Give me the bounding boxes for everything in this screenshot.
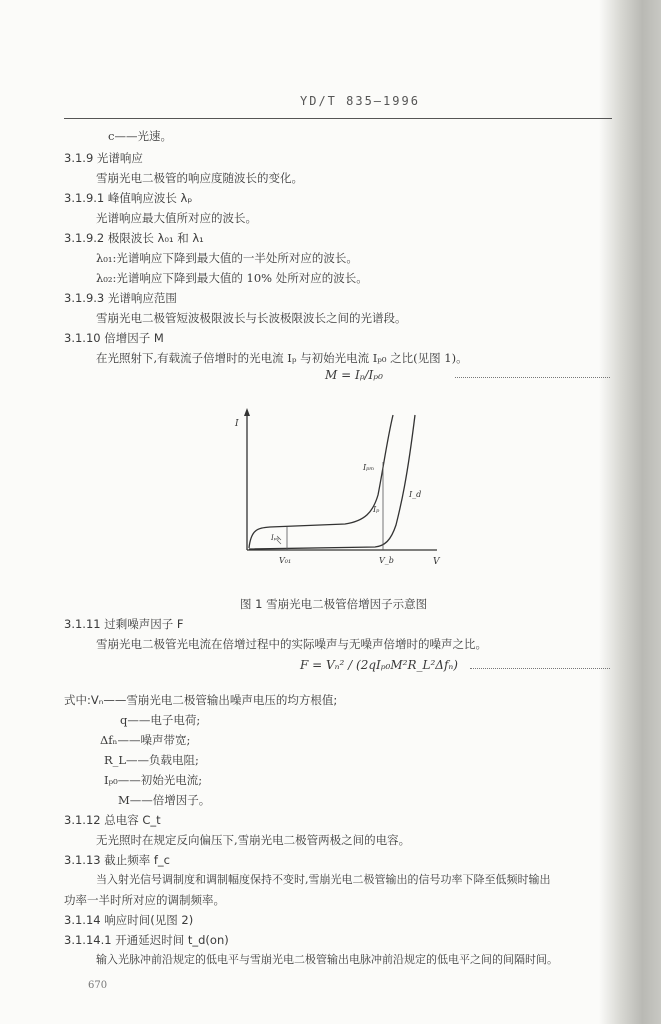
standard-header: YD/T 835—1996 [300, 94, 420, 108]
label-ipm: Iₚₘ [363, 463, 375, 472]
label-ip: Iₚ [373, 505, 380, 514]
dot-leader [455, 377, 610, 378]
label-id: I_d [409, 490, 422, 499]
text-line: q——电子电荷; [120, 713, 201, 727]
text-line: M——倍增因子。 [118, 793, 211, 807]
tick-vb: V_b [379, 556, 394, 565]
section-heading: 3.1.13 截止频率 f_c [64, 853, 171, 867]
section-heading: 3.1.11 过剩噪声因子 F [64, 617, 184, 631]
text-line: 光谱响应最大值所对应的波长。 [96, 211, 257, 225]
page-edge-shadow [599, 0, 661, 1024]
figure-multiplication-factor [225, 400, 445, 575]
text-line: 无光照时在规定反向偏压下,雪崩光电二极管两极之间的电容。 [96, 833, 411, 847]
formula-multiplication-factor: M = Iₚ/Iₚ₀ [325, 368, 383, 382]
section-heading: 3.1.14 响应时间(见图 2) [64, 913, 194, 927]
text-line: 式中:Vₙ——雪崩光电二极管输出噪声电压的均方根值; [64, 693, 338, 707]
text-line: 功率一半时所对应的调制频率。 [64, 893, 225, 907]
text-line: Iₚ₀——初始光电流; [104, 773, 203, 787]
x-axis-label: V [433, 557, 440, 567]
tick-v0: V₀₁ [279, 556, 292, 565]
y-axis-label: I [235, 419, 239, 429]
section-heading: 3.1.9.1 峰值响应波长 λₚ [64, 191, 193, 205]
figure-caption: 图 1 雪崩光电二极管倍增因子示意图 [240, 597, 428, 611]
section-heading: 3.1.10 倍增因子 M [64, 331, 164, 345]
text-line: 当入射光信号调制度和调制幅度保持不变时,雪崩光电二极管输出的信号功率下降至低频时输出 [96, 873, 551, 886]
page-number: 670 [88, 980, 108, 991]
dot-leader [470, 668, 610, 669]
text-line: 输入光脉冲前沿规定的低电平与雪崩光电二极管输出电脉冲前沿规定的低电平之间的间隔时间。 [96, 953, 558, 966]
text-line: R_L——负载电阻; [104, 753, 199, 767]
text-line: λ₀₁:光谱响应下降到最大值的一半处所对应的波长。 [96, 251, 358, 265]
text-line: 雪崩光电二极管的响应度随波长的变化。 [96, 171, 303, 185]
section-heading: 3.1.9 光谱响应 [64, 151, 143, 165]
curve-ipm [249, 415, 393, 548]
section-heading: 3.1.9.3 光谱响应范围 [64, 291, 177, 305]
curve-id [249, 415, 415, 549]
section-heading: 3.1.12 总电容 C_t [64, 813, 161, 827]
text-line: 在光照射下,有载流子倍增时的光电流 Iₚ 与初始光电流 Iₚ₀ 之比(见图 1)。 [96, 351, 468, 365]
text-line: 雪崩光电二极管光电流在倍增过程中的实际噪声与无噪声倍增时的噪声之比。 [96, 637, 487, 651]
formula-excess-noise: F = Vₙ² / (2qIₚ₀M²R_L²Δfₙ) [300, 658, 458, 672]
y-axis-arrow [244, 408, 250, 416]
text-line: c——光速。 [108, 129, 172, 143]
text-line: 雪崩光电二极管短波极限波长与长波极限波长之间的光谱段。 [96, 311, 407, 325]
section-heading: 3.1.14.1 开通延迟时间 t_d(on) [64, 933, 229, 947]
text-line: Δfₙ——噪声带宽; [100, 733, 191, 747]
section-heading: 3.1.9.2 极限波长 λ₀₁ 和 λ₁ [64, 231, 204, 245]
label-ip0: Iₚ₀ [271, 534, 280, 542]
header-rule [64, 118, 612, 119]
text-line: λ₀₂:光谱响应下降到最大值的 10% 处所对应的波长。 [96, 271, 368, 285]
